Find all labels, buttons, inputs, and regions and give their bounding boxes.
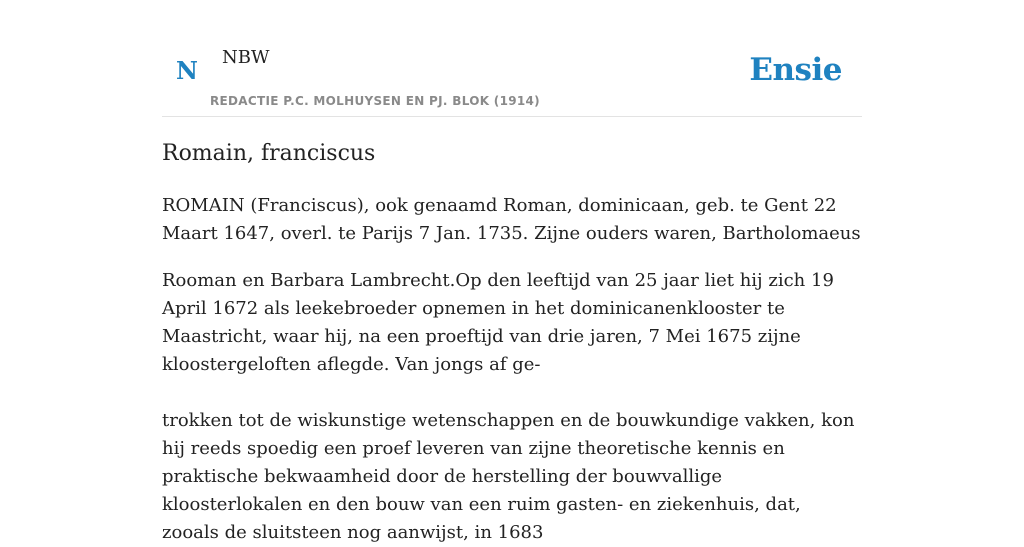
source-name-link[interactable]: NBW: [222, 47, 270, 68]
source-logo-icon: N: [176, 56, 198, 85]
ensie-logo-link[interactable]: Ensie: [749, 52, 842, 88]
source-header: [162, 0, 862, 117]
source-subtitle: REDACTIE P.C. MOLHUYSEN EN PJ. BLOK (1914): [210, 94, 540, 108]
article-paragraph: Rooman en Barbara Lambrecht.Op den leeftijd van 25 jaar liet hij zich 19 April 1672 als leekebroeder opnemen in het dominicanenklooster te Maastricht, waar hij, na een proeftijd van drie jaren, 7 Mei 1675 zijne kloostergeloften aflegde. Van jongs af ge-: [162, 270, 834, 375]
article: [162, 138, 862, 547]
article-title: Romain, franciscus: [162, 141, 376, 166]
article-paragraph: ROMAIN (Franciscus), ook genaamd Roman, dominicaan, geb. te Gent 22 Maart 1647, overl. te Parijs 7 Jan. 1735. Zijne ouders waren, Bartholomaeus: [162, 195, 861, 244]
article-paragraph: trokken tot de wiskunstige wetenschappen en de bouwkundige vakken, kon hij reeds spoedig een proef leveren van zijne theoretische kennis en praktische bekwaamheid door de herstelling der bouwvallige kloosterlokalen en den bouw van een ruim gasten- en ziekenhuis, dat, zooals de sluitsteen nog aanwijst, in 1683: [162, 410, 855, 543]
